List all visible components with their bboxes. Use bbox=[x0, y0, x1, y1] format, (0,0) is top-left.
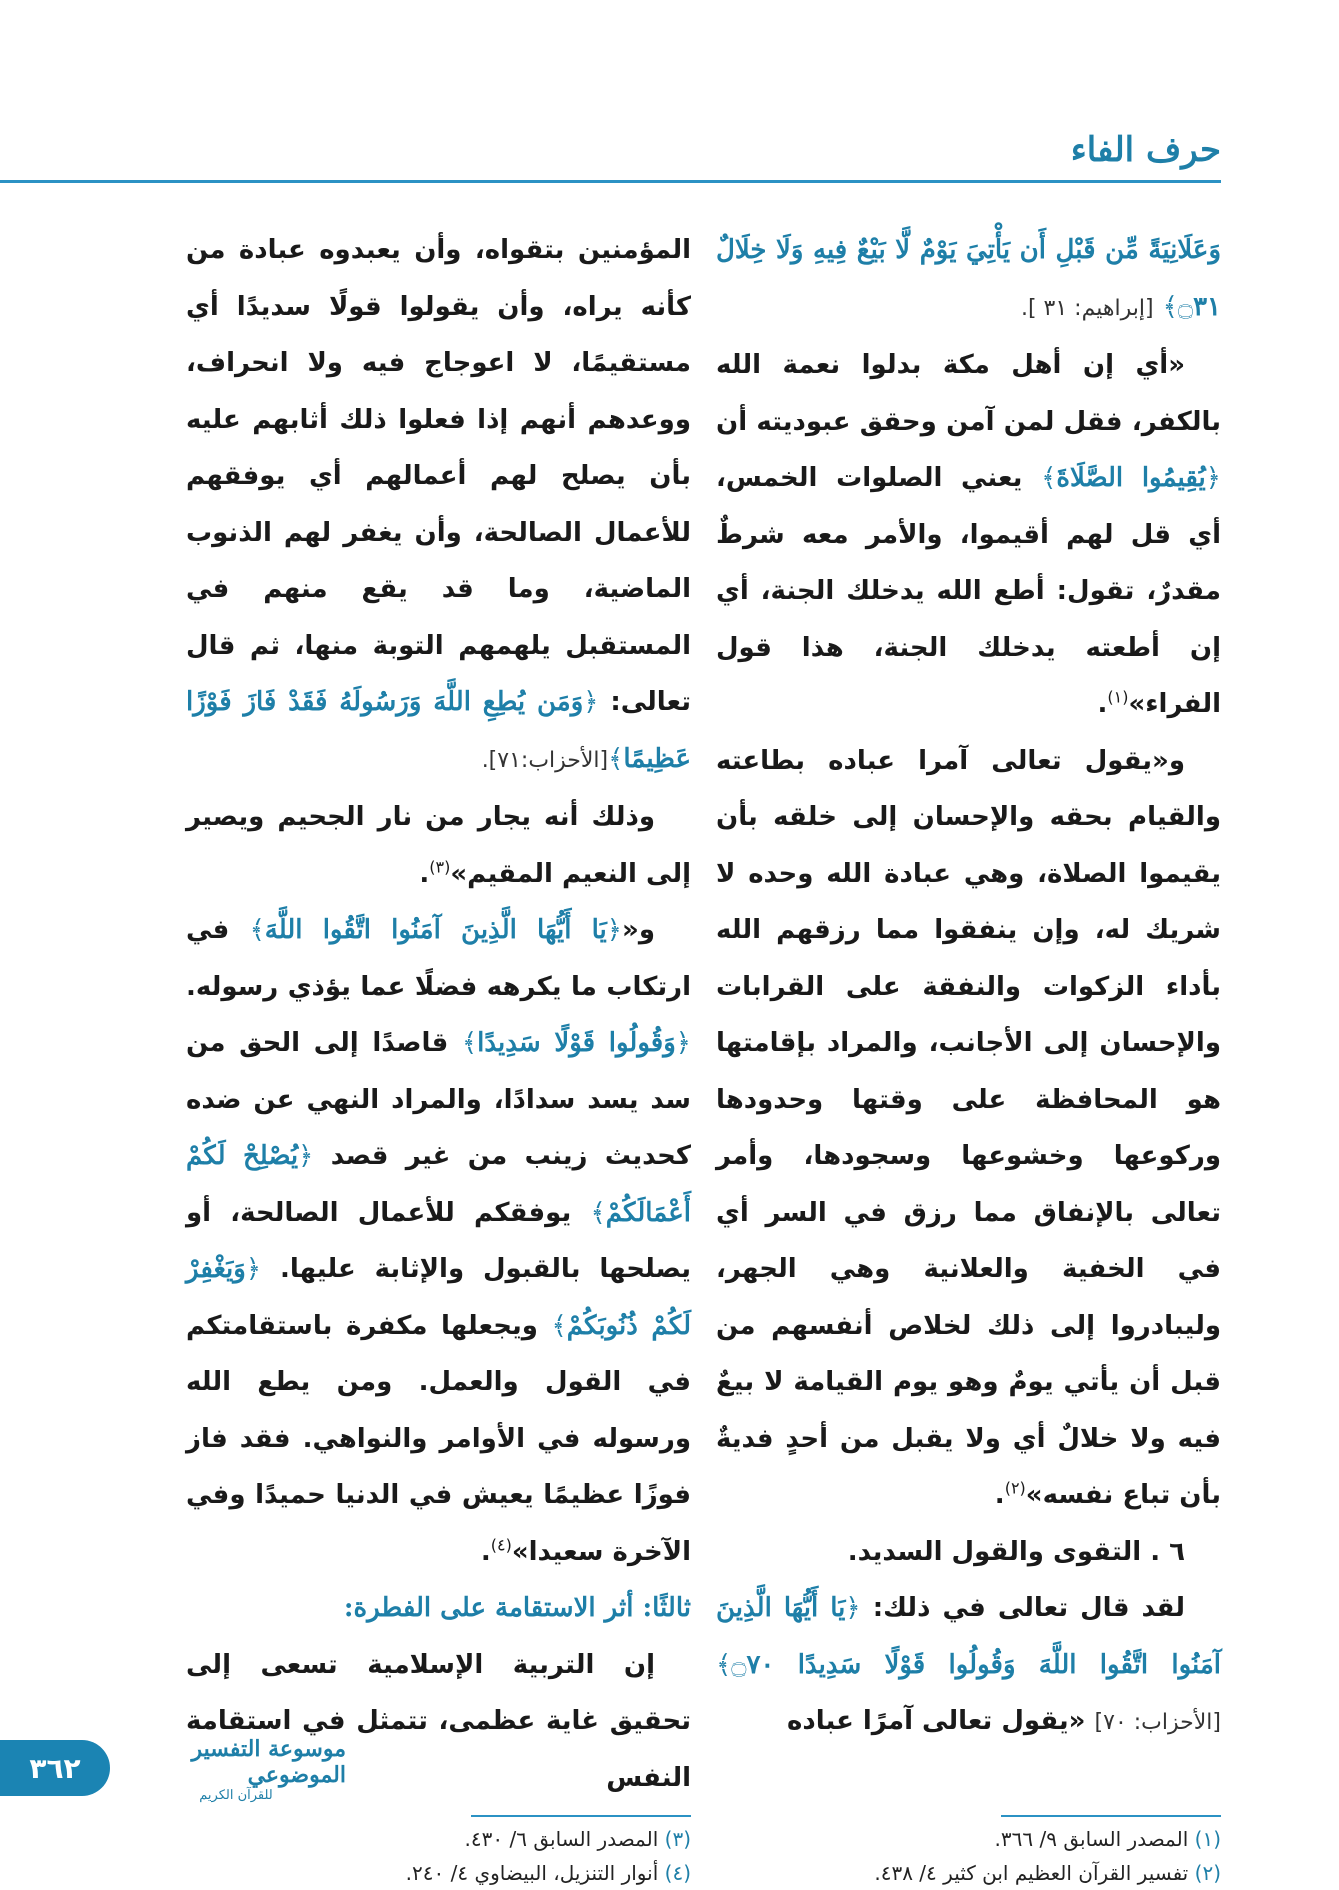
footnote-number: (٤) bbox=[664, 1861, 691, 1885]
verse-reference: [الأحزاب:٧١]. bbox=[481, 747, 609, 773]
quran-verse: وَمَن يُطِعِ اللَّهَ وَرَسُولَهُ فَقَدْ فَازَ فَوْزًا عَظِيمًا bbox=[186, 687, 691, 774]
ayah-end-ornament: ۝ bbox=[731, 1649, 747, 1680]
footnotes-left bbox=[186, 1822, 691, 1890]
footnote-marker[interactable]: (٤) bbox=[490, 1534, 512, 1554]
text: و«يقول تعالى آمرا عباده بطاعته والقيام بحقه والإحسان إلى خلقه بأن يقيموا الصلاة، وهي عبادة الله وحده لا شريك له، وإن ينفقوا مما رزقهم الله بأداء الزكوات والنفقة على القرابات والإحسان إلى الأجانب، والمراد بإقامتها هو المحافظة على وقتها وحدودها وركوعها وخشوعها وسجودها، وأمر تعالى بالإنفاق مما رزق في السر أي في الخفية والعلانية وهي الجهر، وليبادروا إلى ذلك لخلاص أنفسهم من قبل أن يأتي يومٌ وهو يوم القيامة لا بيعٌ فيه ولا خلالٌ أي ولا يقبل من أحدٍ فديةٌ بأن تباع نفسه» bbox=[716, 745, 1221, 1510]
ayah-number: ٧٠ bbox=[746, 1649, 775, 1680]
quran-verse: يَا أَيُّهَا الَّذِينَ آمَنُوا اتَّقُوا اللَّهَ وَقُولُوا قَوْلًا سَدِيدًا bbox=[716, 1593, 1221, 1680]
footnote-number: (٣) bbox=[664, 1827, 691, 1851]
text: يوفقكم للأعمال الصالحة، أو يصلحها بالقبول والإثابة عليها. bbox=[186, 1197, 691, 1284]
quran-verse: يُصْلِحْ لَكُمْ أَعْمَالَكُمْ bbox=[186, 1141, 691, 1228]
close-bracket-ornament: ﴾ bbox=[590, 1197, 606, 1228]
footnote-marker[interactable]: (٢) bbox=[1004, 1478, 1026, 1498]
paragraph: و«يقول تعالى آمرا عباده بطاعته والقيام بحقه والإحسان إلى خلقه بأن يقيموا الصلاة، وهي عبادة الله وحده لا شريك له، وإن ينفقوا مما رزقهم الله بأداء الزكوات والنفقة على القرابات والإحسان إلى الأجانب، والمراد بإقامتها هو المحافظة على وقتها وحدودها وركوعها وخشوعها وسجودها، وأمر تعالى بالإنفاق مما رزق في السر أي في الخفية والعلانية وهي الجهر، وليبادروا إلى ذلك لخلاص أنفسهم من قبل أن يأتي يومٌ وهو يوم القيامة لا بيعٌ فيه ولا خلالٌ أي ولا يقبل من أحدٍ فديةٌ بأن تباع نفسه»$^{(٢)}$. bbox=[716, 745, 1221, 1510]
open-bracket-ornament: ﴿ bbox=[606, 915, 623, 945]
footnote bbox=[716, 1856, 1221, 1890]
text: لقد قال تعالى في ذلك: bbox=[872, 1593, 1185, 1623]
footnote bbox=[716, 1822, 1221, 1856]
close-bracket-ornament: ﴾ bbox=[608, 743, 624, 774]
text: و« bbox=[622, 915, 655, 945]
quran-verse: يُقِيمُوا الصَّلَاةَ bbox=[1056, 463, 1206, 493]
footnote-marker[interactable]: (١) bbox=[1107, 687, 1129, 707]
footnote bbox=[186, 1856, 691, 1890]
footnote-text: تفسير القرآن العظيم ابن كثير ٤/ ٤٣٨. bbox=[874, 1861, 1189, 1885]
left-column bbox=[186, 222, 691, 1806]
text: في ارتكاب ما يكرهه فضلًا عما يؤذي رسوله. bbox=[186, 915, 691, 1002]
footnote-marker[interactable]: (٣) bbox=[429, 856, 451, 876]
verse-reference: [إبراهيم: ٣١ ]. bbox=[1020, 295, 1154, 321]
numbered-heading: ٦ . التقوى والقول السديد. bbox=[847, 1536, 1185, 1567]
text: يعني الصلوات الخمس، أي قل لهم أقيموا، والأمر معه شرطٌ مقدرٌ، تقول: أطع الله يدخلك الجنة، أي إن أطعته يدخلك الجنة، هذا قول الفراء» bbox=[716, 463, 1221, 719]
page-number: ٣٦٢ bbox=[0, 1740, 110, 1796]
footnotes-right bbox=[716, 1822, 1221, 1890]
close-bracket-ornament: ﴾ bbox=[461, 1028, 478, 1058]
footnote bbox=[186, 1822, 691, 1856]
page-title: حرف الفاء bbox=[1070, 130, 1221, 170]
header-rule bbox=[0, 180, 1221, 183]
footnote-text: المصدر السابق ٦/ ٤٣٠. bbox=[464, 1827, 659, 1851]
quran-verse: وَقُولُوا قَوْلًا سَدِيدًا bbox=[477, 1028, 676, 1058]
close-bracket-ornament: ﴾ bbox=[1162, 291, 1178, 322]
quran-verse: وَيَغْفِرْ لَكُمْ ذُنُوبَكُمْ bbox=[186, 1254, 692, 1341]
close-bracket-ornament: ﴾ bbox=[551, 1310, 567, 1341]
paragraph bbox=[716, 222, 1221, 337]
footnote-text: المصدر السابق ٩/ ٣٦٦. bbox=[994, 1827, 1189, 1851]
open-bracket-ornament: ﴿ bbox=[1205, 463, 1221, 493]
text: وذلك أنه يجار من نار الجحيم ويصير إلى النعيم المقيم» bbox=[186, 802, 691, 889]
footnote-text: أنوار التنزيل، البيضاوي ٤/ ٢٤٠. bbox=[405, 1861, 659, 1885]
footnote-number: (١) bbox=[1194, 1827, 1221, 1851]
footnote-number: (٢) bbox=[1194, 1861, 1221, 1885]
section-heading: ثالثًا: أثر الاستقامة على الفطرة: bbox=[343, 1593, 691, 1623]
logo-title: موسوعة التفسير الموضوعي bbox=[191, 1735, 346, 1788]
close-bracket-ornament: ﴾ bbox=[1041, 463, 1057, 493]
paragraph bbox=[186, 222, 691, 789]
text: ويجعلها مكفرة باستقامتكم في القول والعمل. ومن يطع الله ورسوله في الأوامر والنواهي. فقد فاز فوزًا عظيمًا يعيش في الدنيا حميدًا وفي الآخرة سعيدا» bbox=[186, 1310, 691, 1567]
verse-reference: [الأحزاب: ٧٠] bbox=[1094, 1710, 1221, 1735]
close-bracket-ornament: ﴾ bbox=[249, 915, 265, 945]
ayah-number: ٣١ bbox=[1193, 291, 1221, 322]
open-bracket-ornament: ﴿ bbox=[298, 1141, 314, 1171]
open-bracket-ornament: ﴿ bbox=[675, 1028, 691, 1058]
quran-verse: وَعَلَانِيَةً مِّن قَبْلِ أَن يَأْتِيَ يَوْمٌ لَّا بَيْعٌ فِيهِ وَلَا خِلَالٌ bbox=[716, 235, 1221, 265]
paragraph bbox=[716, 1580, 1221, 1752]
open-bracket-ornament: ﴿ bbox=[845, 1593, 861, 1623]
ayah-end-ornament: ۝ bbox=[1177, 291, 1194, 322]
paragraph: إن التربية الإسلامية تسعى إلى تحقيق غاية عظمى، تتمثل في استقامة النفس bbox=[186, 1649, 691, 1793]
encyclopedia-logo bbox=[126, 1732, 346, 1806]
paragraph: وذلك أنه يجار من نار الجحيم ويصير إلى النعيم المقيم»$^{(٣)}$. bbox=[186, 802, 691, 889]
logo-subtitle: للقرآن الكريم bbox=[199, 1787, 273, 1803]
open-bracket-ornament: ﴿ bbox=[583, 687, 599, 717]
close-bracket-ornament: ﴾ bbox=[716, 1649, 732, 1680]
open-bracket-ornament: ﴿ bbox=[245, 1254, 262, 1284]
text: المؤمنين بتقواه، وأن يعبدوه عبادة من كأنه يراه، وأن يقولوا قولًا سديدًا أي مستقيمًا، لا اعوجاج فيه ولا انحراف، ووعدهم أنهم إذا فعلوا ذلك أثابهم عليه بأن يصلح لهم أعمالهم أي يوفقهم للأعمال الصالحة، وأن يغفر لهم الذنوب الماضية، وما قد يقع منهم في المستقبل يلهمهم التوبة منها، ثم قال تعالى: bbox=[186, 235, 691, 717]
right-column bbox=[716, 222, 1221, 1752]
footnote-rule bbox=[471, 1815, 691, 1817]
paragraph: و«﴿يَا أَيُّهَا الَّذِينَ آمَنُوا اتَّقُوا اللَّهَ﴾ في ارتكاب ما يكرهه فضلًا عما يؤذي رسوله. ﴿وَقُولُوا قَوْلًا سَدِيدًا﴾ قاصدًا إلى الحق من سد يسد سدادًا، والمراد النهي عن ضده كحديث زينب من غير قصد ﴿يُصْلِحْ لَكُمْ أَعْمَالَكُمْ﴾ يوفقكم للأعمال الصالحة، أو يصلحها بالقبول والإثابة عليها. ﴿وَيَغْفِرْ لَكُمْ ذُنُوبَكُمْ﴾ ويجعلها مكفرة باستقامتكم في القول والعمل. ومن يطع الله ورسوله في الأوامر والنواهي. فقد فاز فوزًا عظيمًا يعيش في الدنيا حميدًا وفي الآخرة سعيدا»$^{(٤)}$. bbox=[186, 915, 692, 1567]
text: قاصدًا إلى الحق من سد يسد سدادًا، والمراد النهي عن ضده كحديث زينب من غير قصد bbox=[186, 1028, 691, 1171]
text: «يقول تعالى آمرًا عباده bbox=[787, 1706, 1086, 1736]
quran-verse: يَا أَيُّهَا الَّذِينَ آمَنُوا اتَّقُوا اللَّهَ bbox=[264, 915, 607, 945]
paragraph: «أي إن أهل مكة بدلوا نعمة الله بالكفر، فقل لمن آمن وحقق عبوديته أن ﴿يُقِيمُوا الصَّلَاةَ﴾ يعني الصلوات الخمس، أي قل لهم أقيموا، والأمر معه شرطٌ مقدرٌ، تقول: أطع الله يدخلك الجنة، أي إن أطعته يدخلك الجنة، هذا قول الفراء»$^{(١)}$. bbox=[716, 350, 1221, 719]
footnote-rule bbox=[1001, 1815, 1221, 1817]
text: «أي إن أهل مكة بدلوا نعمة الله بالكفر، فقل لمن آمن وحقق عبوديته أن bbox=[716, 350, 1221, 437]
